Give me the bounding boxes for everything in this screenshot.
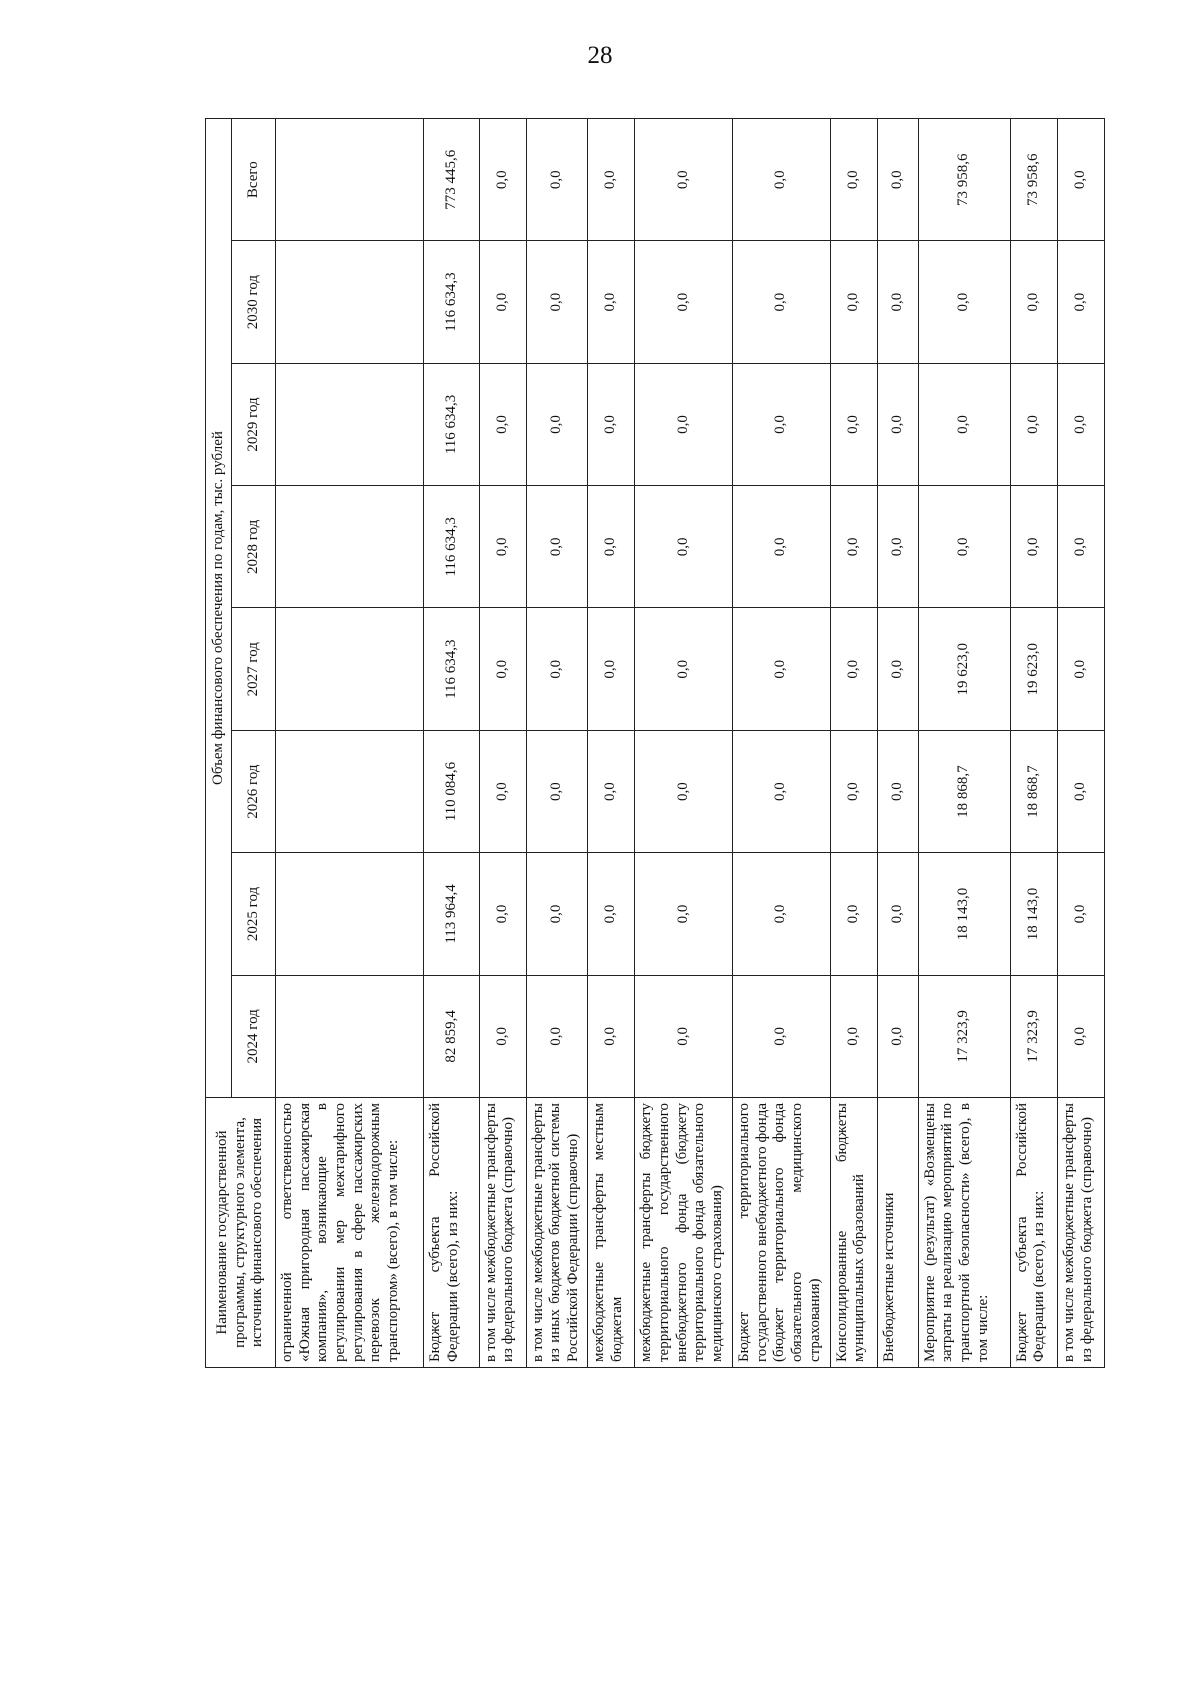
value-cell: 0,0 xyxy=(1057,730,1104,852)
value-cell: 0,0 xyxy=(1057,608,1104,730)
row-name-cell: межбюджетные трансферты бюджету территориального государственного внебюджетного фонда (бюджету территориального фонда обязательного медицинского страхования) xyxy=(635,1098,733,1368)
table-row xyxy=(479,119,526,1368)
value-cell: 0,0 xyxy=(479,730,526,852)
table-row xyxy=(635,119,733,1368)
value-cell: 0,0 xyxy=(635,730,733,852)
value-cell: 0,0 xyxy=(588,608,635,730)
value-cell: 0,0 xyxy=(830,730,877,852)
value-cell: 0,0 xyxy=(635,975,733,1097)
value-cell: 0,0 xyxy=(1010,363,1057,485)
value-cell: 0,0 xyxy=(877,363,918,485)
table-container xyxy=(205,118,1105,1368)
value-cell: 0,0 xyxy=(526,363,587,485)
value-cell: 0,0 xyxy=(588,730,635,852)
value-cell: 0,0 xyxy=(918,486,1010,608)
table-row xyxy=(877,119,918,1368)
value-cell: 19 623,0 xyxy=(1010,608,1057,730)
value-cell xyxy=(276,853,424,975)
value-cell: 82 859,4 xyxy=(424,975,479,1097)
table-row xyxy=(276,119,424,1368)
value-cell: 113 964,4 xyxy=(424,853,479,975)
table-row xyxy=(1057,119,1104,1368)
row-name-cell: Мероприятие (результат) «Возмещены затраты на реализацию мероприятий по транспортной безопасности» (всего), в том числе: xyxy=(918,1098,1010,1368)
value-cell: 0,0 xyxy=(877,241,918,363)
table-row xyxy=(1010,119,1057,1368)
page-number: 28 xyxy=(587,42,613,69)
value-cell: 18 143,0 xyxy=(918,853,1010,975)
row-name-cell: в том числе межбюджетные трансферты из федерального бюджета (справочно) xyxy=(479,1098,526,1368)
value-cell: 0,0 xyxy=(479,119,526,241)
value-cell xyxy=(276,730,424,852)
value-cell: 0,0 xyxy=(588,486,635,608)
value-cell: 116 634,3 xyxy=(424,241,479,363)
value-cell: 0,0 xyxy=(918,241,1010,363)
value-cell: 0,0 xyxy=(918,363,1010,485)
row-name-cell: Бюджет территориального государственного внебюджетного фонда (бюджет территориального фонда обязательного медицинского страхования) xyxy=(732,1098,830,1368)
value-cell: 0,0 xyxy=(526,730,587,852)
table-row xyxy=(732,119,830,1368)
value-cell: 0,0 xyxy=(877,608,918,730)
header-year: 2025 год xyxy=(232,853,276,975)
value-cell: 0,0 xyxy=(877,119,918,241)
value-cell: 73 958,6 xyxy=(918,119,1010,241)
value-cell: 0,0 xyxy=(588,363,635,485)
value-cell: 0,0 xyxy=(1057,853,1104,975)
header-year: 2029 год xyxy=(232,363,276,485)
table-header xyxy=(206,119,276,1368)
table-row xyxy=(526,119,587,1368)
row-name-cell: Бюджет субъекта Российской Федерации (всего), из них: xyxy=(424,1098,479,1368)
header-year: 2027 год xyxy=(232,608,276,730)
value-cell: 0,0 xyxy=(526,486,587,608)
value-cell: 0,0 xyxy=(526,608,587,730)
table-body xyxy=(276,119,1105,1368)
value-cell: 0,0 xyxy=(1057,486,1104,608)
value-cell: 0,0 xyxy=(588,119,635,241)
row-name-cell: Внебюджетные источники xyxy=(877,1098,918,1368)
value-cell: 0,0 xyxy=(479,853,526,975)
table-row xyxy=(830,119,877,1368)
value-cell: 0,0 xyxy=(526,975,587,1097)
value-cell: 0,0 xyxy=(479,241,526,363)
value-cell: 0,0 xyxy=(635,241,733,363)
row-name-cell: Бюджет субъекта Российской Федерации (всего), из них: xyxy=(1010,1098,1057,1368)
header-year: 2028 год xyxy=(232,486,276,608)
value-cell: 0,0 xyxy=(588,853,635,975)
value-cell: 17 323,9 xyxy=(918,975,1010,1097)
value-cell: 0,0 xyxy=(830,363,877,485)
table-row xyxy=(588,119,635,1368)
header-year: 2024 год xyxy=(232,975,276,1097)
row-name-cell: Консолидированные бюджеты муниципальных образований xyxy=(830,1098,877,1368)
value-cell: 0,0 xyxy=(830,119,877,241)
value-cell: 0,0 xyxy=(830,486,877,608)
value-cell: 0,0 xyxy=(635,853,733,975)
header-year: Всего xyxy=(232,119,276,241)
value-cell: 73 958,6 xyxy=(1010,119,1057,241)
value-cell: 0,0 xyxy=(732,241,830,363)
value-cell: 18 868,7 xyxy=(918,730,1010,852)
value-cell: 0,0 xyxy=(732,730,830,852)
value-cell: 773 445,6 xyxy=(424,119,479,241)
value-cell: 0,0 xyxy=(588,241,635,363)
value-cell: 0,0 xyxy=(1057,975,1104,1097)
value-cell: 19 623,0 xyxy=(918,608,1010,730)
value-cell: 18 868,7 xyxy=(1010,730,1057,852)
value-cell: 0,0 xyxy=(830,853,877,975)
value-cell: 0,0 xyxy=(479,975,526,1097)
value-cell: 116 634,3 xyxy=(424,608,479,730)
value-cell: 0,0 xyxy=(877,486,918,608)
value-cell: 0,0 xyxy=(479,486,526,608)
row-name-cell: в том числе межбюджетные трансферты из федерального бюджета (справочно) xyxy=(1057,1098,1104,1368)
value-cell: 0,0 xyxy=(877,975,918,1097)
value-cell: 0,0 xyxy=(479,608,526,730)
value-cell: 0,0 xyxy=(732,486,830,608)
value-cell: 0,0 xyxy=(732,853,830,975)
value-cell: 0,0 xyxy=(588,975,635,1097)
value-cell: 110 084,6 xyxy=(424,730,479,852)
header-name-column: Наименование государственной программы, структурного элемента, источник финансового обеспечения xyxy=(206,1098,276,1368)
value-cell xyxy=(276,486,424,608)
value-cell: 0,0 xyxy=(526,119,587,241)
value-cell: 116 634,3 xyxy=(424,363,479,485)
value-cell: 116 634,3 xyxy=(424,486,479,608)
value-cell: 18 143,0 xyxy=(1010,853,1057,975)
value-cell: 0,0 xyxy=(635,119,733,241)
value-cell: 0,0 xyxy=(1010,241,1057,363)
value-cell: 0,0 xyxy=(830,241,877,363)
financing-table xyxy=(205,118,1105,1368)
value-cell: 0,0 xyxy=(732,119,830,241)
header-volume-group: Объем финансового обеспечения по годам, тыс. рублей xyxy=(206,119,232,1098)
value-cell: 0,0 xyxy=(526,853,587,975)
value-cell: 0,0 xyxy=(1057,119,1104,241)
value-cell: 0,0 xyxy=(526,241,587,363)
table-row xyxy=(918,119,1010,1368)
value-cell: 0,0 xyxy=(635,486,733,608)
value-cell: 0,0 xyxy=(732,363,830,485)
row-name-cell: в том числе межбюджетные трансферты из иных бюджетов бюджетной системы Российской Федерации (справочно) xyxy=(526,1098,587,1368)
value-cell: 0,0 xyxy=(732,975,830,1097)
row-name-cell: ограниченной ответственностью «Южная пригородная пассажирская компания», возникающие в регулировании мер межтарифного регулирования в сфере пассажирских перевозок железнодорожным транспортом» (всего), в том числе: xyxy=(276,1098,424,1368)
value-cell: 0,0 xyxy=(635,363,733,485)
value-cell: 0,0 xyxy=(1057,363,1104,485)
value-cell: 0,0 xyxy=(877,730,918,852)
value-cell: 17 323,9 xyxy=(1010,975,1057,1097)
row-name-cell: межбюджетные трансферты местным бюджетам xyxy=(588,1098,635,1368)
value-cell xyxy=(276,363,424,485)
value-cell xyxy=(276,975,424,1097)
value-cell: 0,0 xyxy=(479,363,526,485)
table-row xyxy=(424,119,479,1368)
value-cell: 0,0 xyxy=(830,608,877,730)
value-cell: 0,0 xyxy=(1010,486,1057,608)
header-year: 2030 год xyxy=(232,241,276,363)
value-cell: 0,0 xyxy=(830,975,877,1097)
value-cell: 0,0 xyxy=(877,853,918,975)
value-cell: 0,0 xyxy=(635,608,733,730)
header-year: 2026 год xyxy=(232,730,276,852)
value-cell: 0,0 xyxy=(1057,241,1104,363)
value-cell xyxy=(276,608,424,730)
value-cell xyxy=(276,119,424,241)
value-cell: 0,0 xyxy=(732,608,830,730)
value-cell xyxy=(276,241,424,363)
